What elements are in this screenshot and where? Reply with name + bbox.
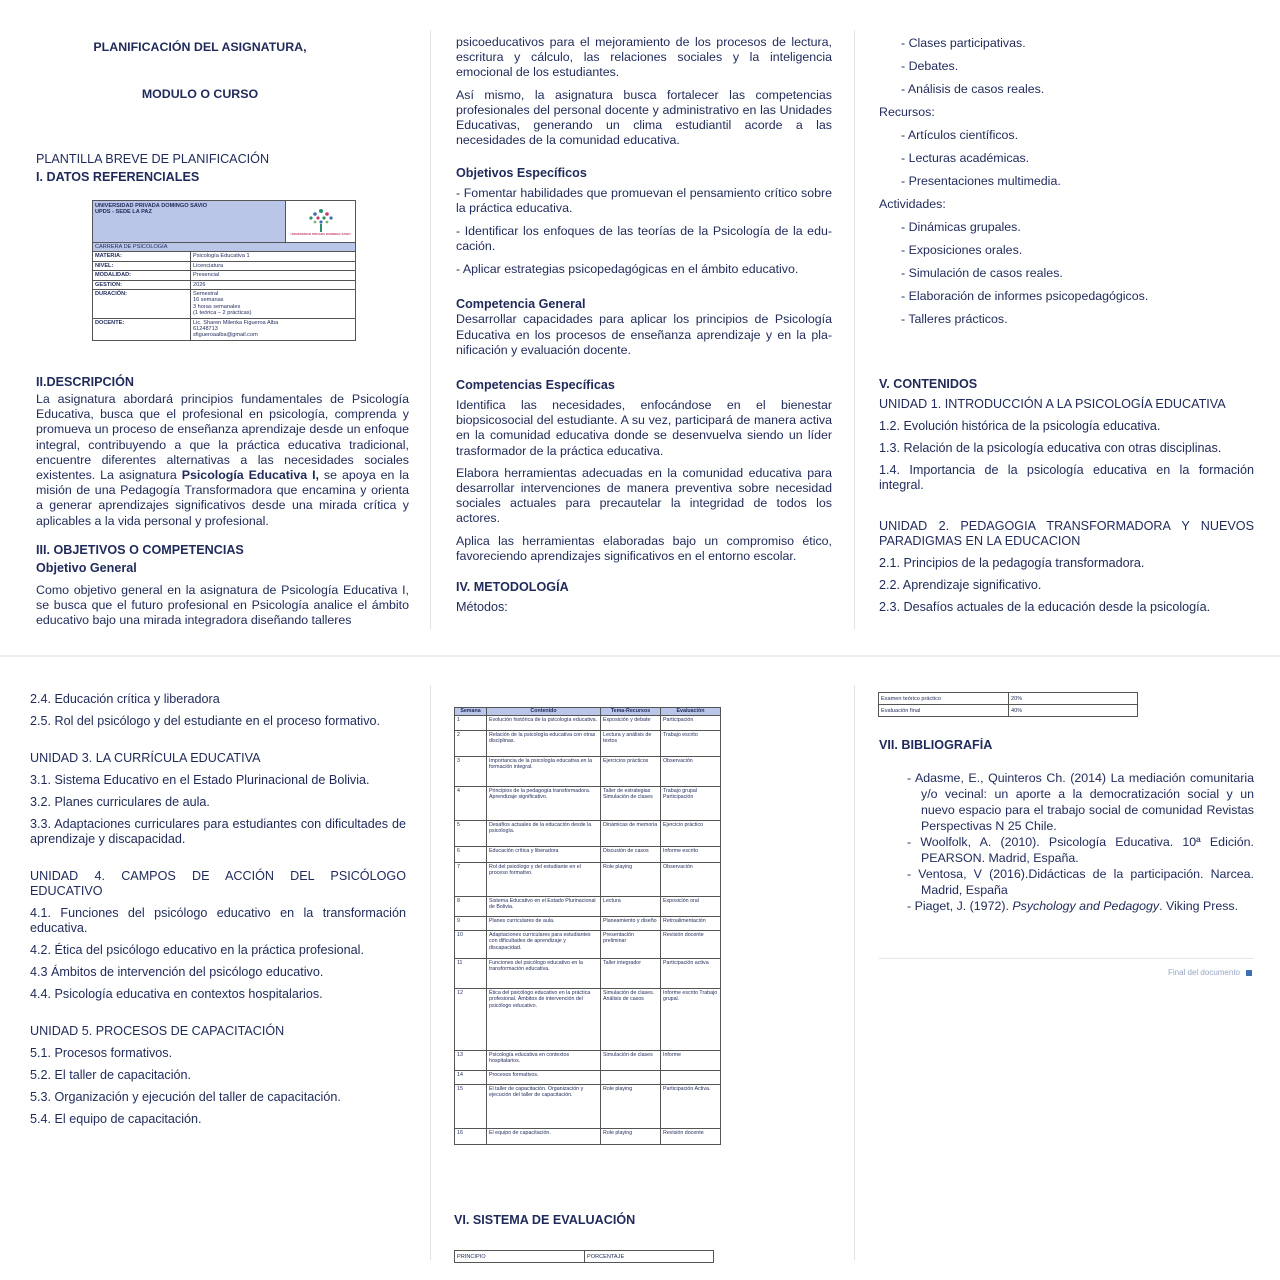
list-item: - Simulación de casos reales.: [901, 266, 1063, 280]
table-row: [455, 917, 721, 931]
table-row: [455, 989, 721, 1051]
table-row: [879, 705, 1138, 717]
table-row: [93, 319, 355, 340]
content-item: 4.4. Psicología educativa en contextos hospitalarios.: [30, 987, 323, 1001]
table-cell: 8: [455, 897, 487, 917]
table-cell: Desafíos actuales de la educación desde la psicología.: [487, 821, 601, 847]
list-item: - Fomentar habilidades que promuevan el pensamiento crítico sobre la práctica educativa.: [456, 186, 832, 216]
unit-title: UNIDAD 1. INTRODUCCIÓN A LA PSICOLOGÍA EDUCATIVA: [879, 397, 1226, 411]
table-cell: Principios de la pedagogía transformadora. Aprendizaje significativo.: [487, 787, 601, 821]
content-item: 4.1. Funciones del psicólogo educativo en la transformación educativa.: [30, 906, 406, 935]
table-cell: El taller de capacitación. Organización y ejecución del taller de capacitación.: [487, 1085, 601, 1129]
career-row: CARRERA DE PSICOLOGÍA: [93, 243, 355, 252]
table-cell: [661, 1071, 721, 1085]
field-value: Semestral 16 semanas 3 horas semanales (1 teórica – 2 prácticas): [193, 291, 252, 317]
list-item: - Análisis de casos reales.: [901, 82, 1045, 96]
content-item: 5.1. Procesos formativos.: [30, 1046, 173, 1060]
resources-label: Recursos:: [879, 105, 935, 119]
table-cell: Role playing: [601, 863, 661, 897]
list-item: - Clases participativas.: [901, 36, 1026, 50]
table-cell: Sistema Educativo en el Estado Plurinacional de Bolivia.: [487, 897, 601, 917]
eval-header-principle: PRINCIPIO: [455, 1251, 585, 1263]
list-item: - Artículos científicos.: [901, 128, 1019, 142]
bibliography-entry: - Piaget, J. (1972). Psychology and Pedagogy. Viking Press.: [907, 899, 1239, 913]
list-item: - Exposiciones orales.: [901, 243, 1023, 257]
table-row: [455, 959, 721, 989]
subheading: Objetivo General: [36, 560, 137, 575]
paragraph: psicoeducativos para el mejoramiento de los procesos de lectura, escritura y cálculo, las relaciones sociales y la inteligencia emocional de los estudiantes.: [456, 35, 832, 80]
column-divider: [430, 685, 431, 1260]
table-cell: 14: [455, 1071, 487, 1085]
table-cell: Exposición oral: [661, 897, 721, 917]
content-item: 2.1. Principios de la pedagogía transformadora.: [879, 556, 1145, 570]
column-header: Contenido: [487, 708, 601, 716]
table-cell: Lectura y análisis de textos: [601, 731, 661, 757]
page-4: [30, 692, 406, 1262]
table-cell: Exposición y debate: [601, 716, 661, 731]
table-cell: 9: [455, 917, 487, 931]
table-cell: 6: [455, 847, 487, 863]
table-cell: 11: [455, 959, 487, 989]
table-cell: 5: [455, 821, 487, 847]
content-item: 5.3. Organización y ejecución del taller de capacitación.: [30, 1090, 341, 1104]
column-header: Semana: [455, 708, 487, 716]
table-row: [455, 821, 721, 847]
content-item: 1.4. Importancia de la psicología educativa en la formación integral.: [879, 463, 1254, 492]
bibliography-entry: - Ventosa, V (2016).Didácticas de la participación. Narcea. Madrid, España: [907, 867, 1254, 897]
section-heading: IV. METODOLOGÍA: [456, 580, 569, 595]
column-divider: [854, 30, 855, 630]
table-row: [455, 757, 721, 787]
content-item: 3.1. Sistema Educativo en el Estado Plurinacional de Bolivia.: [30, 773, 370, 787]
content-item: 5.4. El equipo de capacitación.: [30, 1112, 202, 1126]
table-cell: 2: [455, 731, 487, 757]
table-cell: Dinámicas de memoria: [601, 821, 661, 847]
end-of-document-note: Final del documento: [1168, 968, 1252, 977]
doc-title: PLANIFICACIÓN DEL ASIGNATURA,: [93, 40, 307, 54]
table-cell: Adaptaciones curriculares para estudiantes con dificultades de aprendizaje y discapacidad.: [487, 931, 601, 959]
template-label: PLANTILLA BREVE DE PLANIFICACIÓN: [36, 152, 270, 166]
table-cell: Relación de la psicología educativa con otras disciplinas.: [487, 731, 601, 757]
subheading: Objetivos Específicos: [456, 166, 587, 181]
table-cell: Rol del psicólogo y del estudiante en el proceso formativo.: [487, 863, 601, 897]
table-row: [455, 1129, 721, 1145]
unit-title: UNIDAD 3. LA CURRÍCULA EDUCATIVA: [30, 751, 261, 765]
table-cell: Psicología educativa en contextos hospitalarios.: [487, 1051, 601, 1071]
list-item: - Lecturas académicas.: [901, 151, 1030, 165]
table-cell: Participación: [661, 716, 721, 731]
table-cell: Ejercicios prácticos: [601, 757, 661, 787]
table-cell: Simulación de clases. Análisis de casos: [601, 989, 661, 1051]
table-cell: 16: [455, 1129, 487, 1145]
content-item: 2.3. Desafíos actuales de la educación desde la psicología.: [879, 600, 1211, 614]
table-row: [455, 787, 721, 821]
list-item: - Presentaciones multimedia.: [901, 174, 1061, 188]
divider: [879, 958, 1254, 959]
field-label: MODALIDAD:: [93, 271, 191, 279]
section-heading: VI. SISTEMA DE EVALUACIÓN: [454, 1213, 636, 1227]
weekly-schedule-table: [454, 707, 721, 1145]
table-cell: 7: [455, 863, 487, 897]
bibliography-entry: - Adasme, E., Quinteros Ch. (2014) La mediación comunitaria y/o vecinal: un aporte a la democratización social y un nuevo espacio para el trabajo social de comunidad Revistas Perspectivas N 25 Chile.: [907, 771, 1254, 833]
university-logo: UNIVERSIDAD PRIVADA DOMINGO SAVIO: [285, 201, 355, 242]
table-cell: 1: [455, 716, 487, 731]
column-divider: [854, 685, 855, 1260]
table-cell: Revisión docente: [661, 931, 721, 959]
table-cell: Informe escrito Trabajo grupal.: [661, 989, 721, 1051]
table-cell: Taller integrador: [601, 959, 661, 989]
table-cell: Informe escrito: [661, 847, 721, 863]
table-cell: [601, 1071, 661, 1085]
table-cell: Planeamiento y diseño: [601, 917, 661, 931]
table-row: [455, 1051, 721, 1071]
content-item: 1.3. Relación de la psicología educativa con otras disciplinas.: [879, 441, 1222, 455]
content-item: 2.5. Rol del psicólogo y del estudiante en el proceso formativo.: [30, 714, 381, 728]
table-cell: Participación Activa.: [661, 1085, 721, 1129]
table-cell: Discusión de casos: [601, 847, 661, 863]
table-row: [93, 252, 355, 261]
list-item: - Dinámicas grupales.: [901, 220, 1021, 234]
page-3: [879, 36, 1254, 636]
eval-header-percent: PORCENTAJE: [585, 1251, 714, 1263]
content-item: 4.3 Ámbitos de intervención del psicólogo educativo.: [30, 965, 324, 979]
table-row: [93, 271, 355, 280]
field-label: GESTION:: [93, 281, 191, 289]
table-cell: 10: [455, 931, 487, 959]
table-row: [455, 931, 721, 959]
list-item: - Identificar los enfoques de las teorías de la Psicología de la edu-cación.: [456, 224, 832, 254]
table-row: [455, 731, 721, 757]
content-item: 3.2. Planes curriculares de aula.: [30, 795, 210, 809]
methods-label: Métodos:: [456, 600, 508, 615]
field-value: 2026: [193, 281, 206, 288]
unit-title: UNIDAD 4. CAMPOS DE ACCIÓN DEL PSICÓLOGO EDUCATIVO: [30, 869, 406, 898]
table-cell: Trabajo grupal Participación: [661, 787, 721, 821]
table-cell: Participación activa: [661, 959, 721, 989]
table-cell: Role playing: [601, 1085, 661, 1129]
doc-subtitle: MODULO O CURSO: [141, 87, 259, 101]
paragraph: Elabora herramientas adecuadas en la comunidad educativa para desarrollar intervenciones de manera preventiva sobre necesidad sociales actuales para precautelar la integridad de todos los actores.: [456, 465, 832, 526]
content-item: 2.2. Aprendizaje significativo.: [879, 578, 1042, 592]
list-item: - Debates.: [901, 59, 959, 73]
field-value: Psicología Educativa 1: [193, 253, 250, 260]
content-item: 1.2. Evolución histórica de la psicología educativa.: [879, 419, 1161, 433]
table-cell: Simulación de clases: [601, 1051, 661, 1071]
column-header: Evaluación: [661, 708, 721, 716]
table-cell: Presentación preliminar: [601, 931, 661, 959]
evaluation-table-header: [454, 1250, 714, 1263]
table-row: [879, 693, 1138, 705]
row-divider: [0, 655, 1280, 657]
content-item: 4.2. Ética del psicólogo educativo en la práctica profesional.: [30, 943, 364, 957]
subheading: Competencia General: [456, 297, 586, 312]
field-label: MATERIA:: [93, 252, 191, 260]
list-item: - Elaboración de informes psicopedagógicos.: [901, 289, 1149, 303]
field-value: Lic. Sharen Milenka Figueroa Alba 61248713 sfigueroaalba@gmail.com: [193, 319, 279, 339]
university-name: UNIVERSIDAD PRIVADA DOMINGO SAVIO: [95, 203, 208, 209]
paragraph: Identifica las necesidades, enfocándose en el bienestar biopsicosocial del estudiante. A su vez, participará de manera activa en la comunidad educativa donde se desenvuelva siendo un líder trasformador de la práctica educativa.: [456, 398, 832, 458]
unit-title: UNIDAD 5. PROCESOS DE CAPACITACIÓN: [30, 1024, 285, 1038]
paragraph: Así mismo, la asignatura busca fortalecer las competencias profesionales del personal docente y administrativo en las Unidades Educativas, generando un clima estudiantil acorde a las necesidades de la comunidad educativa.: [456, 87, 832, 148]
square-icon: [1246, 970, 1252, 976]
table-row: [93, 290, 355, 319]
subheading: Competencias Específicas: [456, 378, 615, 393]
table-cell: Taller de estrategias Simulación de clases: [601, 787, 661, 821]
column-header: Tema-Recursos: [601, 708, 661, 716]
paragraph: Como objetivo general en la asignatura de Psicología Educativa I, se busca que el futuro profesional en Psicología analice el ámbito educativo bajo una mirada integradora diseñando talleres: [36, 582, 409, 628]
section-heading: II.DESCRIPCIÓN: [36, 375, 134, 389]
field-value: Presencial: [193, 272, 220, 279]
table-row: [455, 847, 721, 863]
field-label: DURACIÓN:: [93, 290, 191, 318]
section-heading: I. DATOS REFERENCIALES: [36, 170, 200, 184]
table-cell: El equipo de capacitación.: [487, 1129, 601, 1145]
table-cell: Funciones del psicólogo educativo en la transformación educativa.: [487, 959, 601, 989]
table-cell: Role playing: [601, 1129, 661, 1145]
table-cell: 12: [455, 989, 487, 1051]
table-cell: Informe: [661, 1051, 721, 1071]
table-cell: 3: [455, 757, 487, 787]
table-row: [455, 897, 721, 917]
paragraph: Desarrollar capacidades para aplicar los principios de Psicología Educativa en los procesos de enseñanza aprendizaje y en la pla-nificación y evaluación docente.: [456, 312, 832, 357]
section-heading: III. OBJETIVOS O COMPETENCIAS: [36, 542, 244, 557]
table-cell: Lectura: [601, 897, 661, 917]
table-cell: Observación: [661, 757, 721, 787]
page-2: [456, 35, 832, 635]
table-cell: Importancia de la psicología educativa en la formación integral.: [487, 757, 601, 787]
activities-label: Actividades:: [879, 197, 946, 211]
table-cell: Observación: [661, 863, 721, 897]
table-cell: Revisión docente: [661, 1129, 721, 1145]
paragraph: Aplica las herramientas elaboradas bajo un compromiso ético, favoreciendo aprendizajes significativos en el entorno escolar.: [456, 533, 832, 563]
table-cell: Trabajo escrito: [661, 731, 721, 757]
section-heading: V. CONTENIDOS: [879, 377, 978, 391]
description-paragraph: La asignatura abordará principios fundamentales de Psicología Educativa, busca que el profesional en psicología, comprenda y promueva un proceso de enseñanza aprendizaje desde un enfoque integral, contribuyendo a que la práctica educativa tradicional, encuentre diferentes alternativas a las necesidades sociales existentes. La asignatura Psicología Educativa I, se apoya en la misión de una Pedagogía Transformadora que encamina y orienta a generar aprendizajes significativos desde una mirada crítica y aplicables a la vida personal y profesional.: [36, 392, 410, 528]
campus-name: UPDS - SEDE LA PAZ: [95, 209, 152, 216]
table-row: [93, 281, 355, 290]
field-label: NIVEL:: [93, 262, 191, 270]
content-item: 2.4. Educación crítica y liberadora: [30, 692, 220, 706]
table-cell: 13: [455, 1051, 487, 1071]
unit-title: UNIDAD 2. PEDAGOGIA TRANSFORMADORA Y NUEVOS PARADIGMAS EN LA EDUCACION: [879, 519, 1254, 548]
reference-data-table: [92, 200, 356, 341]
table-row: [455, 1085, 721, 1129]
table-cell: Retroalimentación: [661, 917, 721, 931]
content-item: 5.2. El taller de capacitación.: [30, 1068, 192, 1082]
section-heading: VII. BIBLIOGRAFÍA: [879, 738, 993, 752]
table-cell: 20%: [1009, 693, 1138, 705]
tree-logo-icon: [306, 207, 336, 233]
table-cell: 4: [455, 787, 487, 821]
page-6: [879, 738, 1254, 928]
content-item: 3.3. Adaptaciones curriculares para estudiantes con dificultades de aprendizaje y discapacidad.: [30, 817, 406, 846]
field-label: DOCENTE:: [93, 319, 191, 340]
table-cell: Evolución histórica de la psicología educativa.: [487, 716, 601, 731]
table-cell: Examen teórico práctico: [879, 693, 1009, 705]
field-value: Licenciatura: [193, 262, 224, 269]
table-cell: Procesos formativos.: [487, 1071, 601, 1085]
evaluation-table: [878, 692, 1138, 717]
table-cell: Planes curriculares de aula.: [487, 917, 601, 931]
table-row: [455, 716, 721, 731]
table-cell: Evaluación final: [879, 705, 1009, 717]
table-cell: 15: [455, 1085, 487, 1129]
table-row: [455, 863, 721, 897]
table-cell: Ejercicio práctico: [661, 821, 721, 847]
column-divider: [430, 30, 431, 630]
table-cell: 40%: [1009, 705, 1138, 717]
table-row: [455, 1071, 721, 1085]
table-cell: Ética del psicólogo educativo en la práctica profesional. Ámbitos de intervención del psicólogo educativo.: [487, 989, 601, 1051]
list-item: - Aplicar estrategias psicopedagógicas en el ámbito educativo.: [456, 262, 799, 277]
list-item: - Talleres prácticos.: [901, 312, 1008, 326]
table-cell: Educación crítica y liberadora: [487, 847, 601, 863]
table-row: [93, 262, 355, 271]
bibliography-entry: - Woolfolk, A. (2010). Psicología Educativa. 10ª Edición. PEARSON. Madrid, España.: [907, 835, 1254, 865]
